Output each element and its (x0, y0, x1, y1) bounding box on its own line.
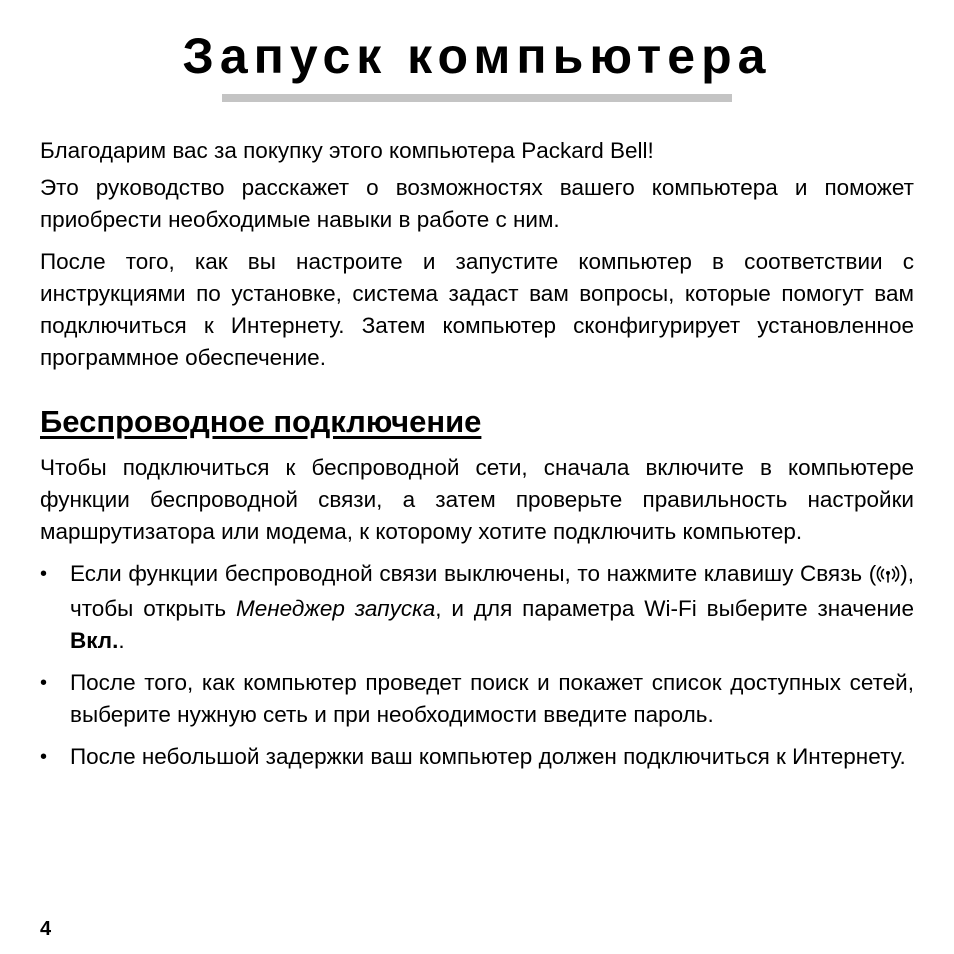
list-item (40, 558, 914, 657)
on-value-bold: Вкл. (70, 628, 119, 653)
page-content (40, 135, 914, 783)
bullet-text: После того, как компьютер проведет поиск и покажет список доступных сетей, выберите нужную сеть и при необходимости введите пароль. (70, 670, 914, 727)
bullet-text: После небольшой задержки ваш компьютер должен подключиться к Интернету. (70, 744, 906, 769)
intro-paragraph-2: Это руководство расскажет о возможностях вашего компьютера и поможет приобрести необходимые навыки в работе с ним. (40, 175, 914, 232)
list-item (40, 741, 914, 773)
list-item (40, 667, 914, 731)
bullet-marker: • (40, 746, 48, 768)
bullet-text-part: , и для параметра Wi-Fi выберите значение (435, 596, 914, 621)
bullet-text-part: Если функции беспроводной связи выключены, то нажмите клавишу Связь ( (70, 561, 877, 586)
wireless-icon (876, 561, 900, 593)
section-paragraph: Чтобы подключиться к беспроводной сети, сначала включите в компьютере функции беспроводной связи, а затем проверьте правильность настройки маршрутизатора или модема, к которому хотите подключить компьютер. (40, 455, 914, 544)
intro-paragraph-1: Благодарим вас за покупку этого компьютера Packard Bell! (40, 138, 654, 163)
page-number: 4 (40, 918, 52, 940)
intro-paragraph-3: После того, как вы настроите и запустите компьютер в соответствии с инструкциями по установке, система задаст вам вопросы, которые помогут вам подключиться к Интернету. Затем компьютер сконфигурирует установленное программное обеспечение. (40, 249, 914, 370)
bullet-list (40, 558, 914, 773)
launch-manager-emphasis: Менеджер запуска (236, 596, 436, 621)
bullet-marker: • (40, 672, 48, 694)
page-title: Запуск компьютера (182, 28, 772, 84)
bullet-marker: • (40, 563, 48, 585)
bullet-text-part: ), чтобы открыть (70, 561, 914, 621)
section-heading: Беспроводное подключение (40, 404, 482, 439)
title-underline-rule (222, 94, 732, 102)
bullet-text-part: . (118, 628, 125, 653)
